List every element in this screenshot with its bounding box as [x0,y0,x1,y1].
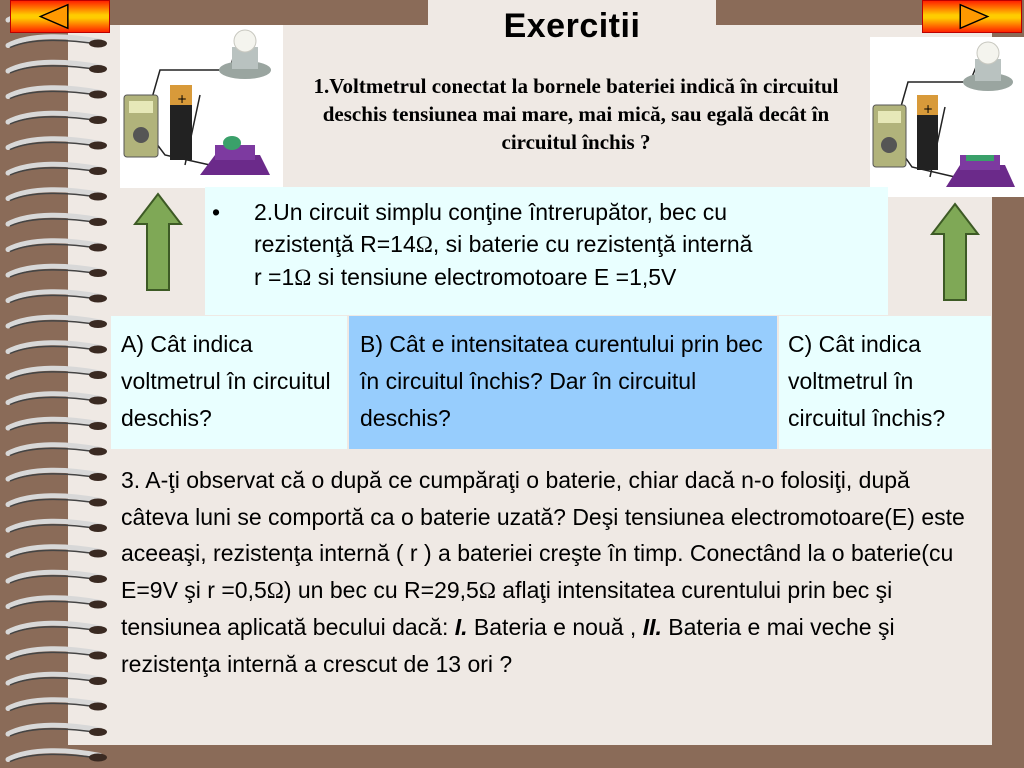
sub-question-a: A) Cât indica voltmetrul în circuitul deschis? [111,316,347,449]
question-2 [212,196,880,294]
question-3-part-2: ) un bec cu R=29,5 [283,576,479,603]
binding-hole [89,244,107,252]
binding-hole [89,397,107,405]
binding-hole [89,142,107,150]
question-1: 1.Voltmetrul conectat la bornele bateriei indică în circuitul deschis tensiunea mai mare, mai mică, sau egală decât în circuitul închis ? [313,74,839,154]
ohm-symbol: Ω [294,265,312,290]
circuit-image-open [120,25,283,188]
circuit-image-closed [870,37,1024,197]
bullet: • [212,199,221,225]
sub-question-b: B) Cât e intensitatea curentului prin bec în circuitul închis? Dar în circuitul deschis? [349,316,777,449]
page-title: Exercitii [428,0,716,57]
previous-slide-button[interactable] [10,0,110,33]
triangle-right-icon [923,1,1021,32]
svg-text:+: + [177,92,188,106]
binding-hole [89,703,107,711]
binding-hole [89,116,107,124]
binding-hole [89,499,107,507]
binding-hole [89,575,107,583]
next-slide-button[interactable] [922,0,1022,33]
question-3 [121,462,981,682]
binding-hole [89,295,107,303]
question-3-part-1: 3. A-ţi observat că o după ce cumpăraţi o baterie, chiar dacă n-o folosiţi, după câteva luni se comportă ca o baterie uzată? Deşi tensiunea electromotoare(E) este aceeaşi, rezistenţa internă ( r ) a bateriei creşte în timp. Conectând la o baterie(cu E=9V şi r =0,5 [121,467,965,603]
ohm-symbol: Ω [415,232,433,257]
binding-hole [89,269,107,277]
up-arrow-icon [133,192,183,292]
binding-hole [89,346,107,354]
binding-hole [89,550,107,558]
up-arrow-icon [930,202,980,302]
binding-hole [89,320,107,328]
binding-hole [89,167,107,175]
binding-hole [89,652,107,660]
spiral-binding [0,0,120,768]
binding-hole [89,371,107,379]
ohm-symbol: Ω [478,577,496,603]
sub-question-c: C) Cât indica voltmetrul în circuitul închis? [779,316,991,449]
triangle-left-icon [11,1,109,32]
binding-hole [89,91,107,99]
binding-hole [89,193,107,201]
question-2-line-2a: rezistenţă R=14 [254,231,416,257]
question-3-part-5: Bateria e mai veche şi rezistenţa internă a crescut de 13 ori ? [121,614,895,677]
ohm-symbol: Ω [266,577,284,603]
question-3-part-4: Bateria e nouă , [467,614,643,640]
question-3-part-3: aflaţi intensitatea curentului prin bec şi tensiunea aplicată becului dacă: [121,576,893,640]
svg-text:+: + [923,102,934,116]
binding-hole [89,65,107,73]
question-2-line-3a: r =1 [254,264,295,290]
question-2-line-3b: si tensiune electromotoare E =1,5V [311,264,677,290]
binding-hole [89,626,107,634]
question-2-line-1: 2.Un circuit simplu conţine întrerupător, bec cu [254,199,728,225]
binding-hole [89,754,107,762]
binding-hole [89,728,107,736]
roman-two: II. [642,614,662,640]
binding-hole [89,40,107,48]
roman-one: I. [454,614,468,640]
binding-hole [89,473,107,481]
question-2-line-2b: , si baterie cu rezistenţă internă [432,231,753,257]
binding-hole [89,422,107,430]
binding-hole [89,677,107,685]
binding-hole [89,601,107,609]
binding-hole [89,218,107,226]
binding-hole [89,448,107,456]
binding-hole [89,524,107,532]
